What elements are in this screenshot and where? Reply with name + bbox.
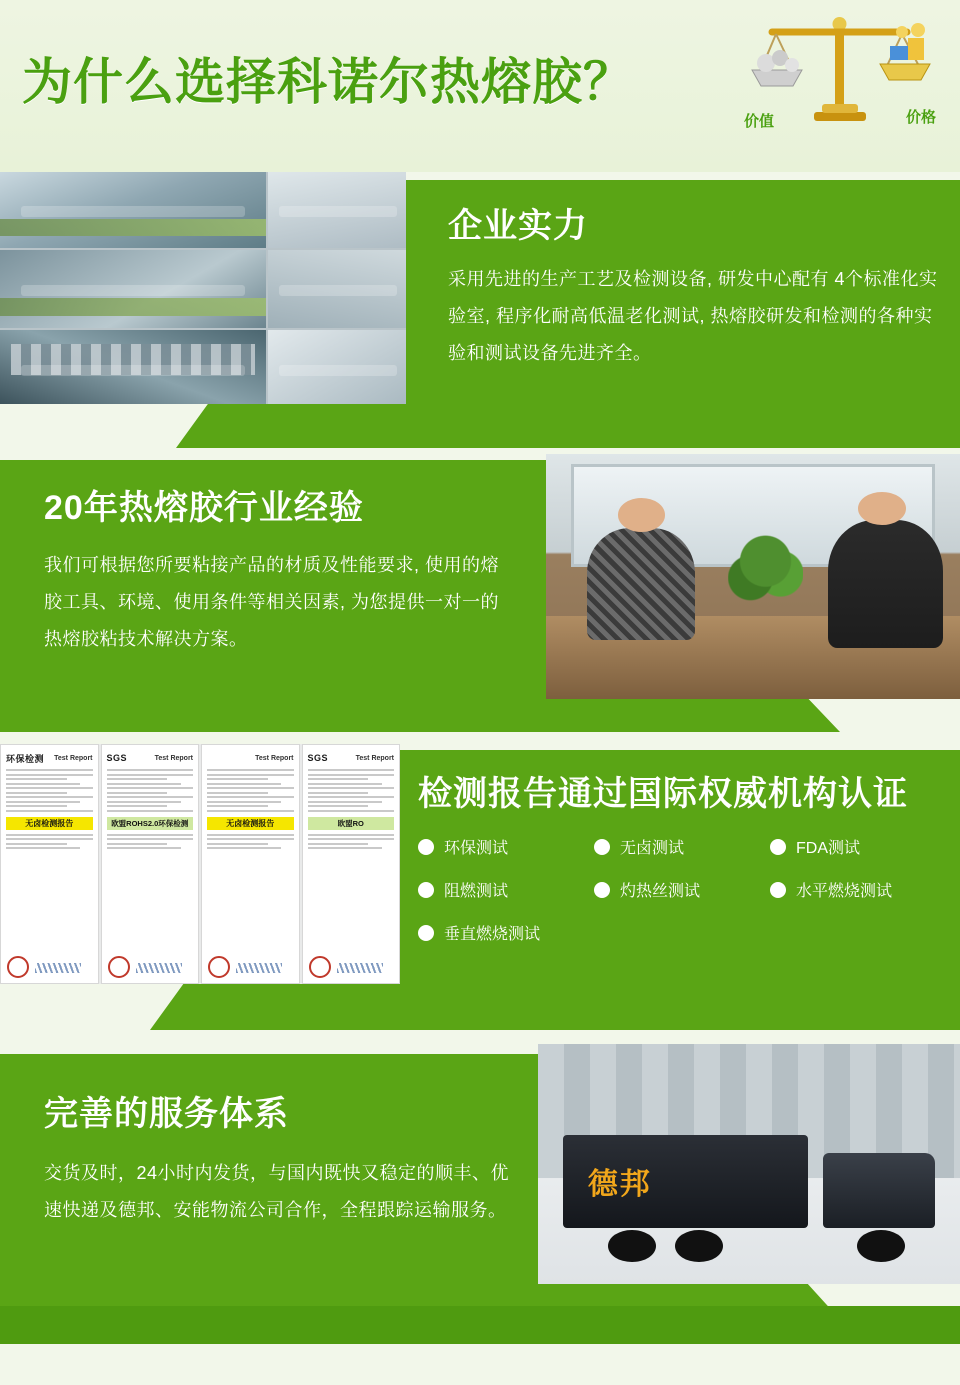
test-label: 无卤测试 [620,840,685,857]
bullet-icon [418,839,434,855]
test-report-document [0,744,99,984]
doc-stamp-icon [208,956,230,978]
deppon-logistics-truck-photo [538,1044,960,1284]
doc-stamp-icon [7,956,29,978]
list-item [418,921,594,944]
scale-price-label: 价格 [905,109,936,126]
section-industry-experience [0,454,960,744]
test-report-document [302,744,401,984]
doc-badge: 无卤检测报告 [207,817,294,830]
photo-person-left [587,528,695,641]
bullet-icon [770,839,786,855]
doc-signature [35,963,81,973]
test-label: 灼热丝测试 [620,883,701,900]
doc-badge: 欧盟RO [308,817,395,830]
test-label: 环保测试 [444,840,509,857]
test-label: FDA测试 [796,840,861,857]
test-report-documents-photo [0,744,400,984]
section-4-body: 交货及时，24小时内发货，与国内既快又稳定的顺丰、优速快递及德邦、安能物流公司合作，全程跟踪运输服务。 [44,1163,510,1220]
scale-value-label: 价值 [744,113,775,130]
section-enterprise-strength [0,172,960,454]
test-list [418,835,958,964]
truck-wheel [675,1230,723,1262]
section-1-text [448,198,938,372]
bullet-icon [594,839,610,855]
list-item [418,878,594,901]
photo-cell-machinery [0,330,266,404]
doc-header-label: SGS [307,753,329,763]
list-item [594,835,770,858]
photo-cell-lab-oven [268,250,406,328]
photo-cell-lab-bench [268,330,406,404]
bullet-icon [418,925,434,941]
doc-badge: 欧盟ROHS2.0环保检测 [107,817,194,830]
section-2-text [44,480,514,658]
section-service-system [0,1044,960,1344]
section-1-body: 采用先进的生产工艺及检测设备, 研发中心配有 4个标准化实验室, 程序化耐高低温老化测试, 热熔胶研发和检测的各种实验和测试设备先进齐全。 [448,269,938,363]
doc-title-label: Test Report [355,754,394,762]
document-grid [0,744,400,984]
photo-cell-conveyor [0,250,266,328]
list-item [418,835,594,858]
doc-title-label: Test Report [154,754,193,762]
truck-wheel [608,1230,656,1262]
truck-wheel [857,1230,905,1262]
footer-strip [0,1306,960,1344]
truck-cab [823,1153,934,1228]
section-4-text [44,1086,514,1229]
doc-title-label: Test Report [54,754,93,762]
list-item [770,878,946,901]
bullet-icon [418,882,434,898]
truck-graphic [563,1135,934,1260]
doc-stamp-icon [309,956,331,978]
photo-cell-lab-equipment [268,172,406,248]
section-2-title: 20年热熔胶行业经验 [44,489,364,527]
test-report-document [201,744,300,984]
factory-production-line-photo [0,172,406,404]
doc-stamp-icon [108,956,130,978]
doc-signature [136,963,182,973]
test-label: 水平燃烧测试 [796,883,893,900]
photo-person-right [828,520,944,647]
section-4-title: 完善的服务体系 [44,1095,289,1133]
doc-signature [236,963,282,973]
doc-signature [337,963,383,973]
page-header [0,0,960,172]
bullet-icon [770,882,786,898]
section-test-reports [0,744,960,1044]
truck-cargo-box [563,1135,808,1227]
photo-plant [728,528,803,611]
test-label: 垂直燃烧测试 [444,926,541,943]
truck-logo-label: 德邦 [587,1168,652,1202]
section-3-title: 检测报告通过国际权威机构认证 [418,775,908,813]
section-1-title: 企业实力 [448,207,588,245]
test-label: 阻燃测试 [444,883,509,900]
section-3-text [418,766,948,964]
doc-header-label: 环保检测 [6,753,45,764]
photo-cell-production-line [0,172,266,248]
list-item [770,835,946,858]
doc-title-label: Test Report [255,754,294,762]
doc-badge: 无卤检测报告 [6,817,93,830]
section-2-body: 我们可根据您所要粘接产品的材质及性能要求, 使用的熔胶工具、环境、使用条件等相关因素, 为您提供一对一的热熔胶粘技术解决方案。 [44,555,499,649]
bullet-icon [594,882,610,898]
test-report-document [101,744,200,984]
consultation-meeting-photo [546,454,960,699]
balance-scale-icon [742,8,942,133]
page-title: 为什么选择科诺尔热熔胶？ [22,54,634,110]
list-item [594,878,770,901]
doc-header-label: SGS [106,753,128,763]
